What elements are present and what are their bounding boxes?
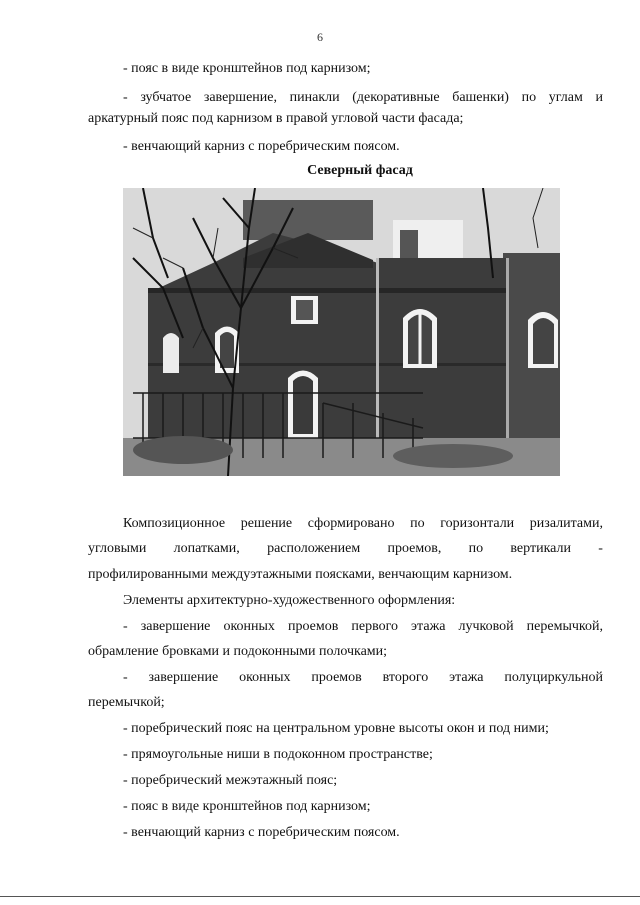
paragraph-composition-line2 (88, 540, 603, 558)
north-facade-photo (123, 188, 560, 476)
list-item-brackets-belt: - пояс в виде кронштейнов под карнизом; (123, 61, 371, 76)
section-heading: Северный фасад (307, 163, 413, 178)
list-item-toothed-finish-line2: аркатурный пояс под карнизом в правой угловой части фасада; (88, 111, 464, 126)
word: расположением (267, 541, 361, 556)
word: по (468, 541, 484, 556)
word: - (598, 541, 603, 556)
element-item-7: - венчающий карниз с поребрическим поясом. (123, 825, 400, 840)
element-item-5: - поребрический межэтажный пояс; (123, 773, 338, 788)
element-item-1-line2: обрамление бровками и подоконными полочками; (88, 644, 388, 659)
word: угловыми (88, 541, 147, 556)
footer-divider (0, 896, 640, 897)
element-item-2-line2: перемычкой; (88, 695, 165, 710)
word: проемов, (387, 541, 442, 556)
list-item-crowning-cornice: - венчающий карниз с поребрическим поясом. (123, 139, 400, 154)
word: оконных (239, 670, 291, 685)
paragraph-composition-line1: Композиционное решение сформировано по горизонтали ризалитами, (123, 516, 603, 531)
list-item-toothed-finish-line1: - зубчатое завершение, пинакли (декоративные башенки) по углам и (123, 90, 603, 105)
word: этажа (449, 670, 484, 685)
word: полуциркульной (504, 670, 603, 685)
element-item-1-line1: - завершение оконных проемов первого этажа лучковой перемычкой, (123, 619, 603, 634)
word: проемов (311, 670, 362, 685)
paragraph-composition-line3: профилированными междуэтажными поясками, венчающим карнизом. (88, 567, 513, 582)
element-item-3: - поребрический пояс на центральном уровне высоты окон и под ними; (123, 721, 549, 736)
element-item-6: - пояс в виде кронштейнов под карнизом; (123, 799, 371, 814)
word: завершение (148, 670, 219, 685)
word: - (123, 670, 128, 685)
elements-intro: Элементы архитектурно-художественного оформления: (123, 593, 456, 608)
element-item-2-line1 (123, 669, 603, 687)
element-item-4: - прямоугольные ниши в подоконном пространстве; (123, 747, 433, 762)
page-number: 6 (317, 30, 323, 44)
word: второго (382, 670, 429, 685)
word: вертикали (510, 541, 571, 556)
word: лопатками, (173, 541, 240, 556)
